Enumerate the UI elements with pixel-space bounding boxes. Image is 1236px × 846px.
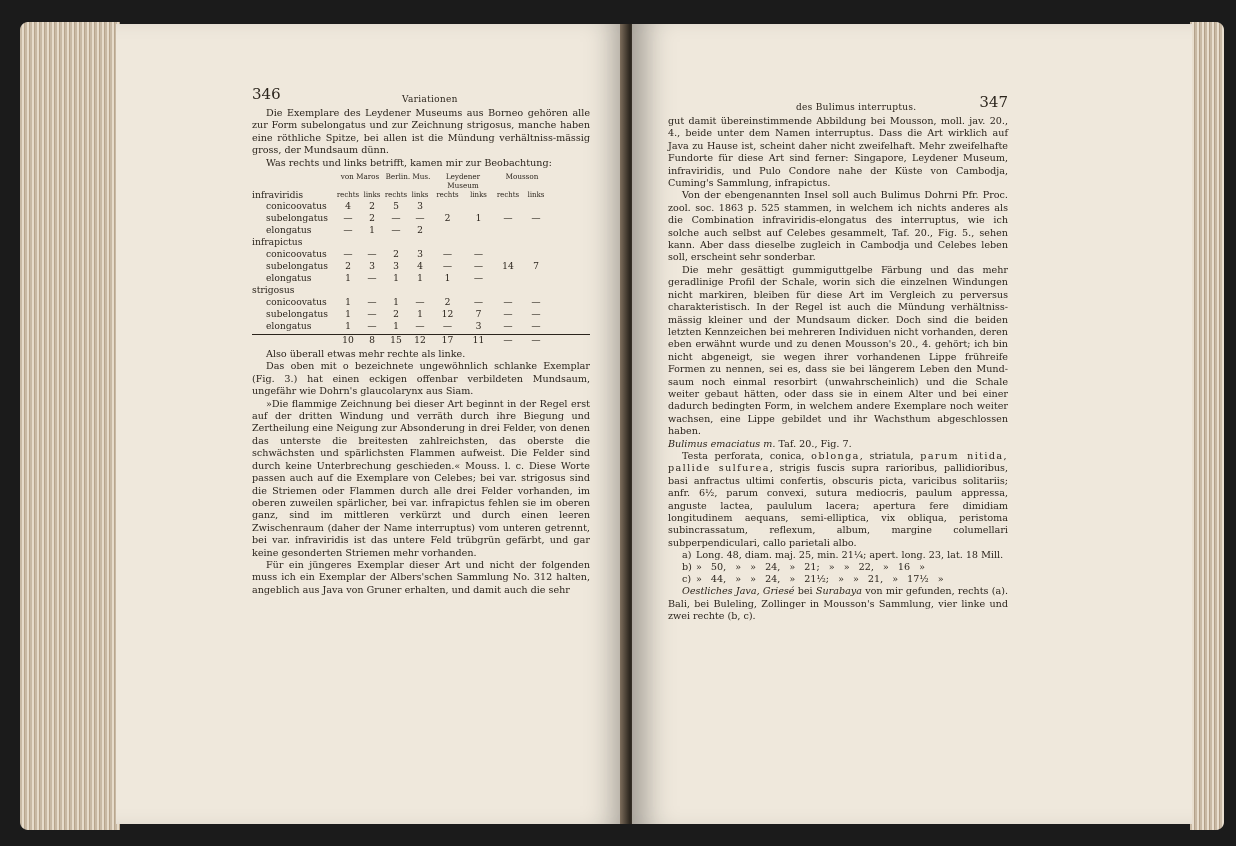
table-row xyxy=(252,225,590,237)
table-cell: — xyxy=(503,309,513,321)
table-cell xyxy=(494,201,522,213)
right-paragraph-2: Von der ebengenannten Insel soll auch Bulimus Dohrni Pfr. Proc. zool. soc. 1863 p. 525 stammen, in welchem ich nichts anderes als die Combination infraviridis-elongatus des interruptus, wie ich solche auch selbst auf Celebes gesammelt, Taf. 20., Fig. 5., sehen kann. Aber dass dieselbe zugleich in Cambodja und Celebes leben soll, erscheint sehr sonderbar. xyxy=(668,190,1008,264)
table-cell: — xyxy=(415,213,425,225)
group-label: infrapictus xyxy=(252,237,303,249)
total-cell: 10 xyxy=(342,335,354,347)
left-paragraph-1: Die Exemplare des Leydener Museums aus Borneo gehören alle zur Form subelongatus und zur Zeichnung strigosus, manche haben eine röthliche Spitze, bei allen ist die Mündung verhältniss-mässig gross, der Mundsaum dünn. xyxy=(252,108,590,157)
table-cell: — xyxy=(442,249,453,261)
row-label: elongatus xyxy=(266,273,312,285)
table-cell: 2 xyxy=(444,297,451,309)
table-cell: — xyxy=(343,225,353,237)
right-running-head: des Bulimus interruptus. xyxy=(796,103,917,113)
table-cell: — xyxy=(531,321,541,333)
subheader: links xyxy=(527,191,545,200)
left-paragraph-2: Was rechts und links betrifft, kamen mir zur Beobachtung: xyxy=(266,157,552,169)
right-page xyxy=(632,24,1192,824)
right-page-number: 347 xyxy=(979,93,1008,111)
table-cell: 1 xyxy=(417,309,423,321)
row-label: conicoovatus xyxy=(266,249,327,261)
table-cell: 3 xyxy=(475,321,482,333)
table-cell: 7 xyxy=(533,261,539,273)
table-cell: — xyxy=(473,261,484,273)
table-cell xyxy=(432,225,463,237)
table-cell: 14 xyxy=(502,261,514,273)
group-label: strigosus xyxy=(252,285,295,297)
measurements xyxy=(668,550,1008,586)
table-cell: — xyxy=(391,225,401,237)
total-cell: 8 xyxy=(369,335,375,347)
left-paragraph-5: »Die flammige Zeichnung bei dieser Art beginnt in der Regel erst auf der dritten Windung und verräth durch ihre Biegung und Zertheilung eine Neigung zur Absonderung in drei Felder, von denen das unterste die breitesten zahlreichsten, das oberste die schwächsten und spärlichsten Flammen aufweist. Die Felder sind durch keine Unterbrechung geschieden.« Mouss. l. c. Diese Worte passen auch auf die Exemplare von Celebes; bei var. strigosus sind die Striemen oder Flammen durch alle drei Felder vorhanden, im oberen zuweilen spärlicher, bei var. infrapictus fehlen sie im oberen ganz, sind im mittleren verkürzt und durch einen leeren Zwischenraum (daher der Name interruptus) vom unteren getrennt, bei var. infraviridis ist das untere Feld trübgrün gefärbt, und gar keine gesonderten Striemen mehr vorhanden. xyxy=(252,398,590,559)
table-cell: — xyxy=(367,297,377,309)
table-cell: 2 xyxy=(369,201,375,213)
left-running-head: Variationen xyxy=(402,95,458,105)
table-group-headers xyxy=(252,172,590,190)
latin-text: , striatula, xyxy=(859,450,914,462)
table-cell: — xyxy=(473,297,484,309)
table-cell: 1 xyxy=(345,297,351,309)
table-cell: 2 xyxy=(444,213,451,225)
right-paragraph-3: Die mehr gesättigt gummiguttgelbe Färbung und das mehr geradlinige Profil der Schale, worin sich die einzelnen Windungen nicht markiren, bleiben für diese Art im Vergleich zu perversus charakteristisch. In der Regel ist auch die Mündung verhältniss-mässig kleiner und der Mundsaum dicker. Doch sind die beiden letzten Kennzeichen bei mehreren Individuen nicht vorhanden, deren eben erwähnt wurde und zu denen Mousson's 20., 4. gehört; ich bin nicht abgeneigt, sie wegen ihrer vorhandenen Lippe frühreife Formen zu nennen, sei es, dass sie bei längerem Leben den Mund-saum noch einmal resorbirt (unwahrscheinlich) und die Schale weiter gebaut hätten, oder dass sie in einem Alter und bei einer dadurch bedingten Form, in welchem andere Exemplare noch weiter wachsen, eine Lippe gebildet und ihr Wachsthum abgeschlossen haben. xyxy=(668,264,1008,438)
locality-italic: Surabaya xyxy=(815,586,862,598)
table-cell: 1 xyxy=(393,297,399,309)
table-row xyxy=(252,261,590,273)
table-cell xyxy=(522,249,550,261)
table-row xyxy=(252,249,590,261)
latin-text: Testa perforata, conica, xyxy=(682,450,805,462)
page-edges-left xyxy=(20,22,120,830)
table-cell: 1 xyxy=(444,273,451,285)
table-cell: 1 xyxy=(393,321,399,333)
left-paragraph-3: Also überall etwas mehr rechte als linke. xyxy=(266,349,466,361)
table-cell: — xyxy=(367,321,377,333)
table-cell: — xyxy=(367,273,377,285)
subheader: rechts xyxy=(496,191,520,200)
subheader: links xyxy=(411,191,429,200)
table-cell: 1 xyxy=(417,273,423,285)
table-cell: 5 xyxy=(393,201,399,213)
row-label: elongatus xyxy=(266,321,312,333)
table-cell xyxy=(463,225,494,237)
table-cell: 3 xyxy=(369,261,375,273)
group-label: infraviridis xyxy=(252,190,304,202)
table-cell: 4 xyxy=(417,261,423,273)
measurement-key: c) xyxy=(682,574,692,586)
table-cell xyxy=(494,273,522,285)
total-cell: — xyxy=(531,335,541,347)
header-maros: von Maros xyxy=(340,172,380,182)
table-cell xyxy=(522,225,550,237)
table-cell: — xyxy=(503,213,513,225)
table-cell: — xyxy=(531,309,541,321)
row-label: conicoovatus xyxy=(266,201,327,213)
table-row xyxy=(252,309,590,321)
table-cell: 1 xyxy=(369,225,375,237)
species-heading xyxy=(668,439,1008,451)
left-page-header xyxy=(252,85,590,108)
total-cell: 15 xyxy=(390,335,402,347)
latin-spaced: parum nitida, pallide sulfurea xyxy=(668,450,1008,475)
latin-text: , strigis fuscis supra rarioribus, pallidioribus, basi anfractus ultimi confertis, obscuris picta, varicibus solitariis; anfr. 6½, parum convexi, sutura mediocris, paulum appressa, anguste lactea, paululum lacera; apertura fere dimidiam longitudinem aequans, semi-elliptica, vix obliqua, peristoma subincrassatum, reflexum, album, margine columellari subperpendiculari, callo parietali albo. xyxy=(668,463,1008,549)
table-cell xyxy=(522,273,550,285)
open-book xyxy=(20,14,1224,836)
table-cell: — xyxy=(531,213,541,225)
left-page-text xyxy=(252,85,590,597)
species-reference: Taf. 20., Fig. 7. xyxy=(778,438,852,450)
table-cell: 1 xyxy=(345,309,351,321)
table-cell xyxy=(463,201,494,213)
total-cell: 11 xyxy=(472,335,485,347)
left-paragraph-6: Für ein jüngeres Exemplar dieser Art und nicht der folgenden muss ich ein Exemplar der Albers'schen Sammlung No. 312 halten, angeblich aus Java von Gruner erhalten, und damit auch die sehr xyxy=(252,559,590,596)
measurement-text: Long. 48, diam. maj. 25, min. 21¼; apert. long. 23, lat. 18 Mill. xyxy=(696,550,1004,562)
table-cell: — xyxy=(503,321,513,333)
table-cell: 3 xyxy=(417,249,423,261)
subheader: rechts xyxy=(436,191,459,200)
table-cell: 3 xyxy=(417,201,423,213)
table-cell: 3 xyxy=(393,261,399,273)
table-cell: 1 xyxy=(475,213,482,225)
subheader: links xyxy=(470,191,487,200)
table-row xyxy=(252,213,590,225)
table-cell: 2 xyxy=(417,225,423,237)
handedness-table xyxy=(252,172,590,347)
table-totals-row xyxy=(252,334,590,347)
locality-text: von mir gefunden, rechts (a). Bali, bei Buleling, Zollinger in Mousson's Sammlung, vier linke und zwei rechte (b, c). xyxy=(668,586,1008,623)
measurement-row xyxy=(682,550,1008,562)
subheader: rechts xyxy=(384,191,408,200)
total-cell: — xyxy=(503,335,513,347)
table-cell: 2 xyxy=(345,261,351,273)
measurement-row xyxy=(682,574,1008,586)
row-label: subelongatus xyxy=(266,213,329,225)
table-cell: 1 xyxy=(345,273,351,285)
table-row xyxy=(252,201,590,213)
table-cell: — xyxy=(503,297,513,309)
table-cell xyxy=(432,201,463,213)
table-cell xyxy=(522,201,550,213)
table-cell xyxy=(494,225,522,237)
table-group-row xyxy=(252,237,590,249)
right-page-text xyxy=(668,93,1008,623)
table-row xyxy=(252,321,590,333)
table-cell: 1 xyxy=(393,273,399,285)
table-cell: — xyxy=(415,321,425,333)
measurement-row xyxy=(682,562,1008,574)
locality-paragraph xyxy=(668,586,1008,623)
locality-text: bei xyxy=(794,586,816,598)
table-cell: 4 xyxy=(345,201,351,213)
measurement-text: » 50, » » 24, » 21; » » 22, » 16 » xyxy=(696,562,925,574)
latin-description xyxy=(668,451,1008,550)
table-row xyxy=(252,273,590,285)
measurement-key: a) xyxy=(682,550,692,562)
right-paragraph-1: gut damit übereinstimmende Abbildung bei Mousson, moll. jav. 20., 4., beide unter dem Namen interruptus. Dass die Art wirklich auf Java zu Hause ist, scheint daher nicht zweifelhaft. Mehr zweifelhafte Fundorte für diese Art sind ferner: Singapore, Leydener Museum, infraviridis, und Pulo Condore nahe der Küste von Cambodja, Cuming's Sammlung, infrapictus. xyxy=(668,116,1008,190)
table-cell: — xyxy=(343,249,353,261)
table-cell: — xyxy=(442,321,453,333)
header-berlin: Berlin. Mus. xyxy=(385,172,431,182)
header-mousson: Mousson xyxy=(505,172,539,182)
table-cell: — xyxy=(473,273,484,285)
table-cell xyxy=(494,249,522,261)
table-cell: — xyxy=(343,213,353,225)
table-cell: — xyxy=(367,309,377,321)
subheader: rechts xyxy=(336,191,360,200)
species-name: Bulimus emaciatus m. xyxy=(668,438,776,450)
left-paragraph-4: Das oben mit o bezeichnete ungewöhnlich schlanke Exemplar (Fig. 3.) hat einen eckigen offenbar verbildeten Mundsaum, ungefähr wie Dohrn's glaucolarynx aus Siam. xyxy=(252,361,590,398)
total-cell: 12 xyxy=(414,335,426,347)
total-cell: 17 xyxy=(441,335,454,347)
row-label: conicoovatus xyxy=(266,297,327,309)
locality-italic: Oestliches Java, Griesé xyxy=(682,586,795,598)
right-page-header xyxy=(668,93,1008,116)
table-cell: — xyxy=(391,213,401,225)
table-row xyxy=(252,297,590,309)
table-group-row xyxy=(252,285,590,297)
row-label: subelongatus xyxy=(266,309,329,321)
table-cell: — xyxy=(367,249,377,261)
row-label: elongatus xyxy=(266,225,312,237)
header-leyden: Leydener Museum xyxy=(445,172,481,191)
row-label: subelongatus xyxy=(266,261,329,273)
page-edges-right xyxy=(1190,22,1224,830)
table-cell: 12 xyxy=(441,309,454,321)
left-page-number: 346 xyxy=(252,85,281,103)
left-page xyxy=(116,24,628,824)
table-cell: 2 xyxy=(369,213,375,225)
latin-spaced: oblonga xyxy=(811,450,860,462)
table-cell: — xyxy=(531,297,541,309)
table-cell: — xyxy=(442,261,453,273)
table-cell: 2 xyxy=(393,309,399,321)
table-cell: 1 xyxy=(345,321,351,333)
subheader: links xyxy=(363,191,381,200)
table-cell: — xyxy=(415,297,425,309)
measurement-key: b) xyxy=(682,562,692,574)
table-cell: 7 xyxy=(475,309,482,321)
table-cell: — xyxy=(473,249,484,261)
table-cell: 2 xyxy=(393,249,399,261)
measurement-text: » 44, » » 24, » 21½; » » 21, » 17½ » xyxy=(696,574,944,586)
